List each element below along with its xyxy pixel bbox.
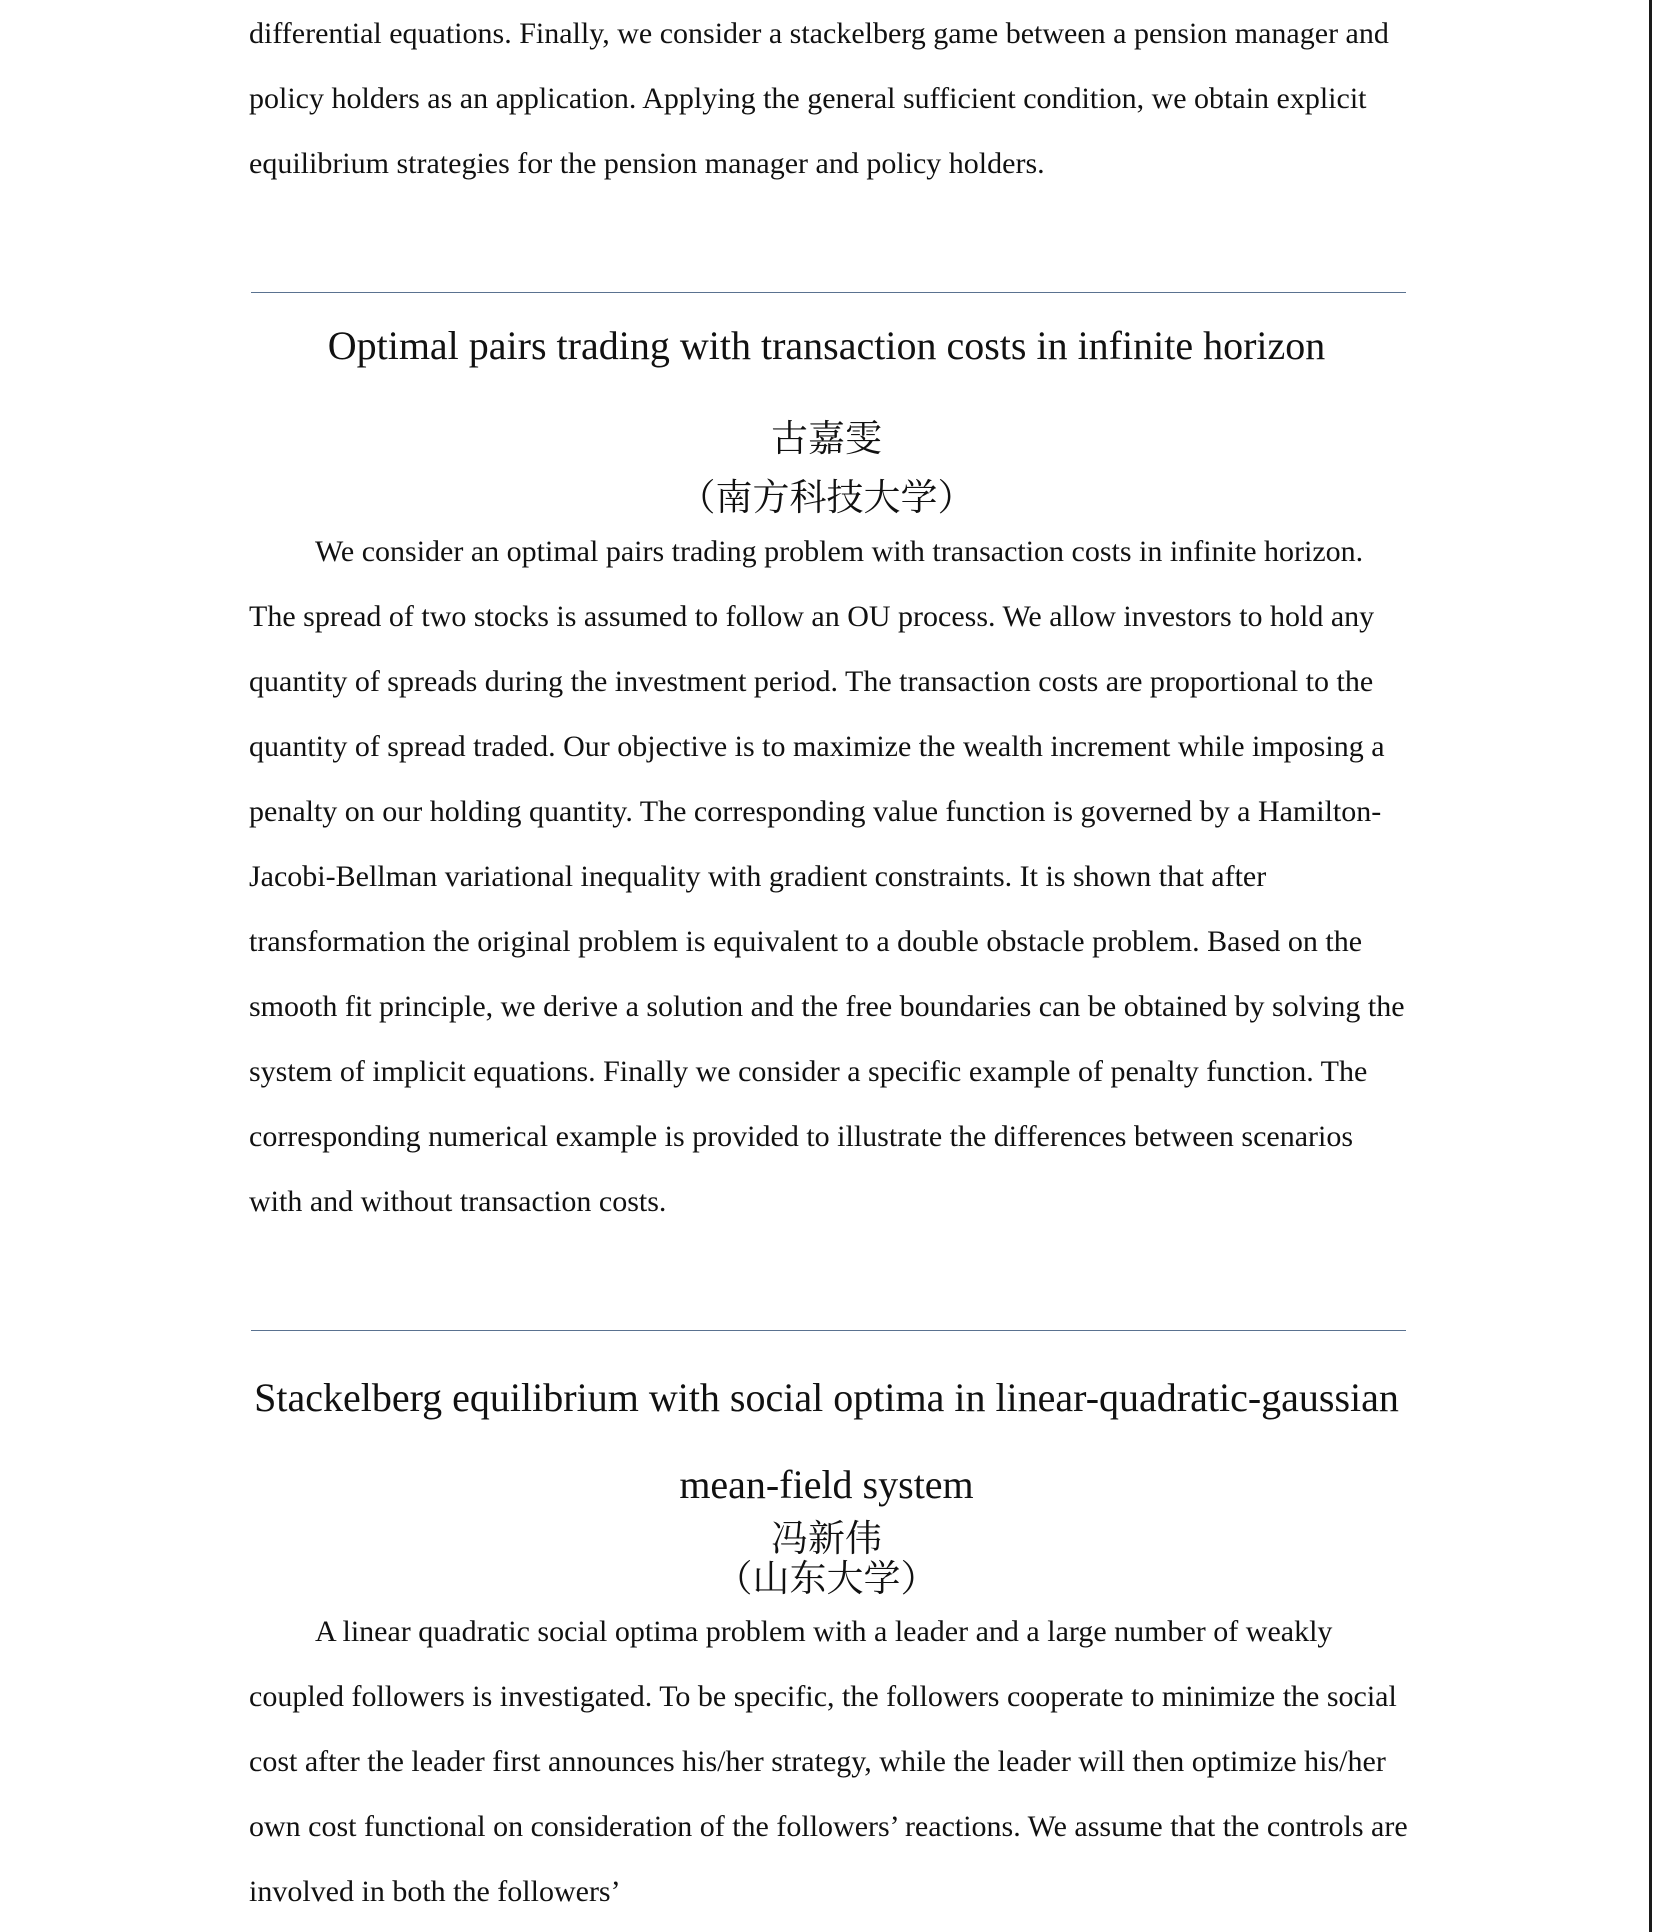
talk-abstract: A linear quadratic social optima problem with a leader and a large number of weakly coupled followers is investigated. To be specific, the followers cooperate to minimize the social cost after the leader first announces his/her strategy, while the leader will then optimize his/her own cost functional on consideration of the followers’ reactions. We assume that the controls are involved in both the followers’ xyxy=(249,1615,1408,1908)
talk-author: 冯新伟 xyxy=(771,1517,882,1560)
talk-affiliation: （南方科技大学） xyxy=(678,476,975,519)
talk-abstract: We consider an optimal pairs trading problem with transaction costs in infinite horizon. The spread of two stocks is assumed to follow an OU process. We allow investors to hold any quantity of spreads during the investment period. The transaction costs are proportional to the quantity of spread traded. Our objective is to maximize the wealth increment while imposing a penalty on our holding quantity. The corresponding value function is governed by a Hamilton-Jacobi-Bellman variational inequality with gradient constraints. It is shown that after transformation the original problem is equivalent to a double obstacle problem. Based on the smooth fit principle, we derive a solution and the free boundaries can be obtained by solving the system of implicit equations. Finally we consider a specific example of penalty function. The corresponding numerical example is provided to illustrate the differences between scenarios with and without transaction costs. xyxy=(249,535,1405,1218)
page-edge-line xyxy=(1649,0,1652,1932)
talk-affiliation: （山东大学） xyxy=(715,1557,938,1600)
talk-title: Optimal pairs trading with transaction costs in infinite horizon xyxy=(327,323,1326,368)
talk-author: 古嘉雯 xyxy=(771,417,882,460)
section-divider xyxy=(251,292,1406,293)
section-divider xyxy=(251,1330,1406,1331)
previous-abstract-tail: differential equations. Finally, we consider a stackelberg game between a pension manager and policy holders as an application. Applying the general sufficient condition, we obtain explicit equilibrium strategies for the pension manager and policy holders. xyxy=(249,17,1389,180)
talk-title: Stackelberg equilibrium with social optima in linear-quadratic-gaussian mean-field system xyxy=(254,1375,1399,1507)
